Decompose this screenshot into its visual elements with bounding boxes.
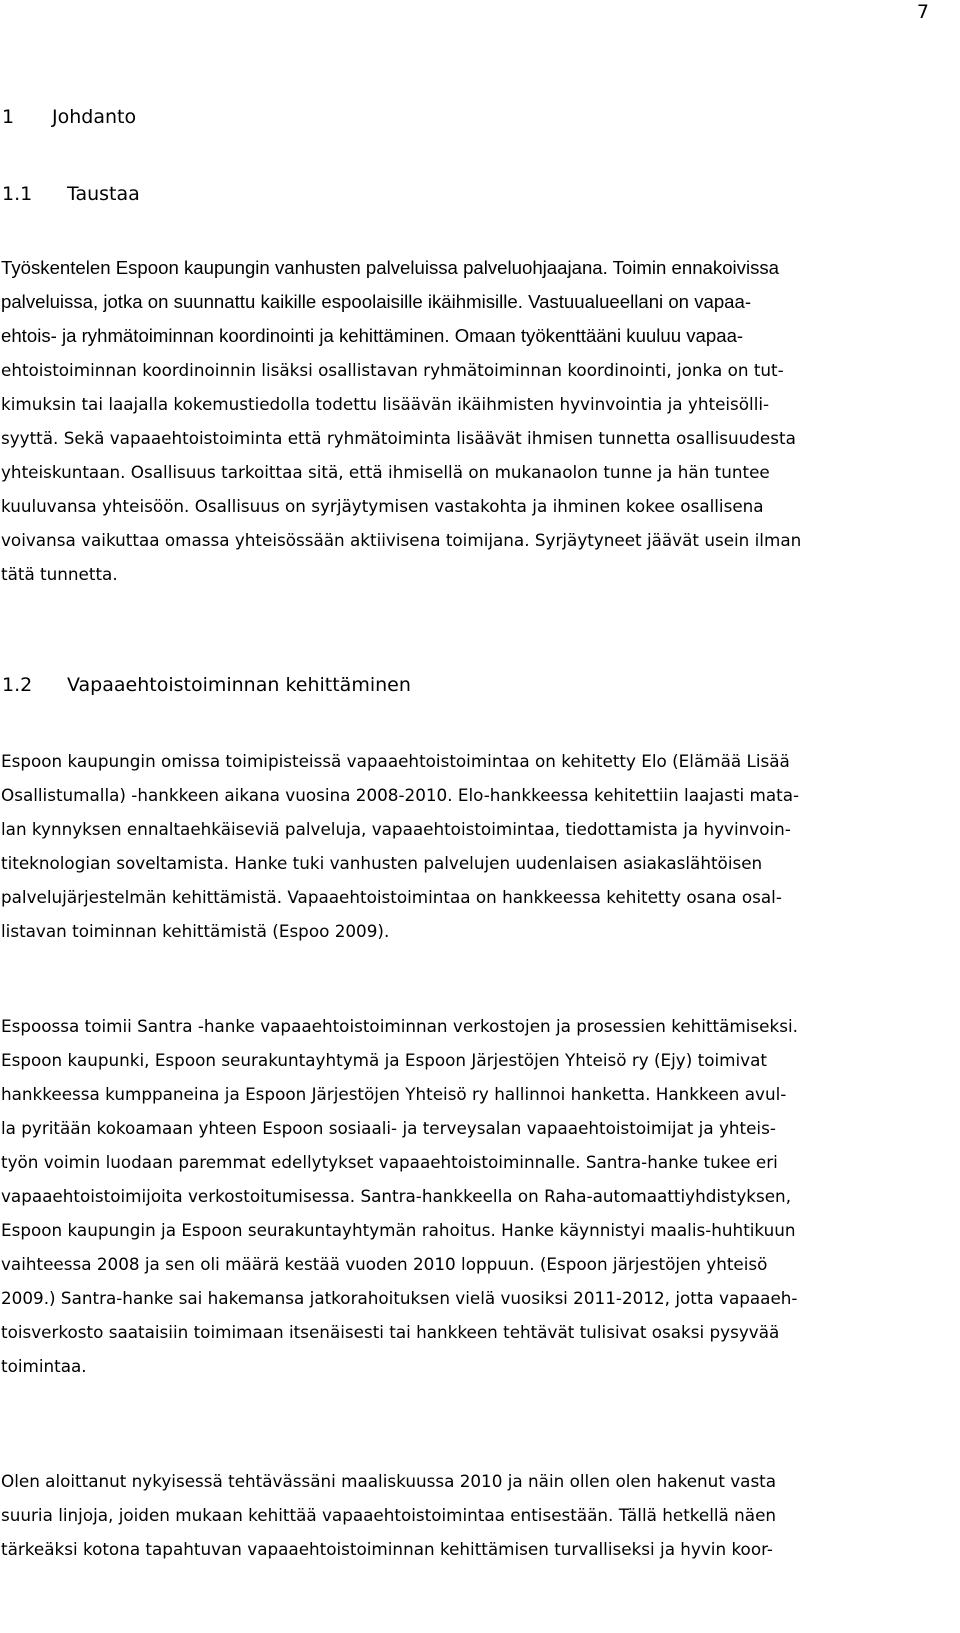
text-line: ehtois- ja ryhmätoiminnan koordinointi ja kehittäminen. Omaan työkenttääni kuuluu vapaa- (1, 325, 744, 346)
text-line: tärkeäksi kotona tapahtuvan vapaaehtoistoiminnan kehittämisen turvalliseksi ja hyvin koor- (1, 1539, 773, 1559)
text-line: syyttä. Sekä vapaaehtoistoiminta että ryhmätoiminta lisäävät ihmisen tunnetta osallisuudesta (1, 428, 796, 448)
text-line: toisverkosto saataisiin toimimaan itsenäisesti tai hankkeen tehtävät tulisivat osaksi pysyvää (1, 1322, 780, 1342)
text-line: titeknologian soveltamista. Hanke tuki vanhusten palvelujen uudenlaisen asiakaslähtöisen (1, 853, 763, 873)
text-line: voivansa vaikuttaa omassa yhteisössään aktiivisena toimijana. Syrjäytyneet jäävät usein ilman (1, 530, 802, 550)
heading-number: 1 (2, 106, 15, 128)
text-line: Espoon kaupungin omissa toimipisteissä vapaaehtoistoimintaa on kehitetty Elo (Elämää Lisää (1, 751, 790, 771)
page-number: 7 (916, 1, 929, 23)
heading-number: 1.2 (2, 674, 33, 696)
text-line: Espoossa toimii Santra -hanke vapaaehtoistoiminnan verkostojen ja prosessien kehittämiseksi. (1, 1016, 798, 1036)
text-line: la pyritään kokoamaan yhteen Espoon sosiaali- ja terveysalan vapaaehtoistoimijat ja yhteis- (1, 1118, 776, 1138)
text-line: vaihteessa 2008 ja sen oli määrä kestää vuoden 2010 loppuun. (Espoon järjestöjen yhteisö (1, 1254, 768, 1274)
heading-taustaa (2, 183, 140, 205)
text-line: suuria linjoja, joiden mukaan kehittää vapaaehtoistoimintaa entisestään. Tällä hetkellä näen (1, 1505, 777, 1525)
text-line: palvelujärjestelmän kehittämistä. Vapaaehtoistoimintaa on hankkeessa kehitetty osana osal- (1, 887, 782, 907)
text-line: Espoon kaupungin ja Espoon seurakuntayhtymän rahoitus. Hanke käynnistyi maalis-huhtikuun (1, 1220, 796, 1240)
text-line: listavan toiminnan kehittämistä (Espoo 2009). (1, 921, 390, 941)
text-line: kuuluvansa yhteisöön. Osallisuus on syrjäytymisen vastakohta ja ihminen kokee osallisena (1, 496, 764, 516)
heading-title: Johdanto (52, 106, 137, 128)
text-line: palveluissa, jotka on suunnattu kaikille espoolaisille ikäihmisille. Vastuualueellani on vapaa- (1, 291, 752, 312)
text-line: 2009.) Santra-hanke sai hakemansa jatkorahoituksen vielä vuosiksi 2011-2012, jotta vapaaeh- (1, 1288, 798, 1308)
heading-title: Taustaa (67, 183, 140, 205)
text-line: Espoon kaupunki, Espoon seurakuntayhtymä ja Espoon Järjestöjen Yhteisö ry (Ejy) toimivat (1, 1050, 767, 1070)
text-line: tätä tunnetta. (1, 564, 118, 584)
heading-johdanto (2, 106, 136, 128)
text-line: ehtoistoiminnan koordinoinnin lisäksi osallistavan ryhmätoiminnan koordinointi, jonka on tut- (1, 360, 784, 380)
text-line: toimintaa. (1, 1356, 87, 1376)
text-line: lan kynnyksen ennaltaehkäiseviä palveluja, vapaaehtoistoimintaa, tiedottamista ja hyvinvoin- (1, 819, 791, 839)
heading-vapaaehtoistoiminnan-kehittaminen (2, 674, 411, 696)
text-line: hankkeessa kumppaneina ja Espoon Järjestöjen Yhteisö ry hallinnoi hanketta. Hankkeen avul- (1, 1084, 787, 1104)
heading-title: Vapaaehtoistoiminnan kehittäminen (67, 674, 411, 696)
text-line: kimuksin tai laajalla kokemustiedolla todettu lisäävän ikäihmisten hyvinvointia ja yhteisölli- (1, 394, 770, 414)
text-line: yhteiskuntaan. Osallisuus tarkoittaa sitä, että ihmisellä on mukanaolon tunne ja hän tuntee (1, 462, 770, 482)
heading-number: 1.1 (2, 183, 33, 205)
text-line: Työskentelen Espoon kaupungin vanhusten palveluissa palveluohjaajana. Toimin ennakoivissa (1, 257, 780, 278)
text-line: Olen aloittanut nykyisessä tehtävässäni maaliskuussa 2010 ja näin ollen olen hakenut vasta (1, 1471, 777, 1491)
text-line: vapaaehtoistoimijoita verkostoitumisessa. Santra-hankkeella on Raha-automaattiyhdistyksen, (1, 1186, 792, 1206)
text-line: Osallistumalla) -hankkeen aikana vuosina 2008-2010. Elo-hankkeessa kehitettiin laajasti mata- (1, 785, 800, 805)
text-line: työn voimin luodaan paremmat edellytykset vapaaehtoistoiminnalle. Santra-hanke tukee eri (1, 1152, 778, 1172)
